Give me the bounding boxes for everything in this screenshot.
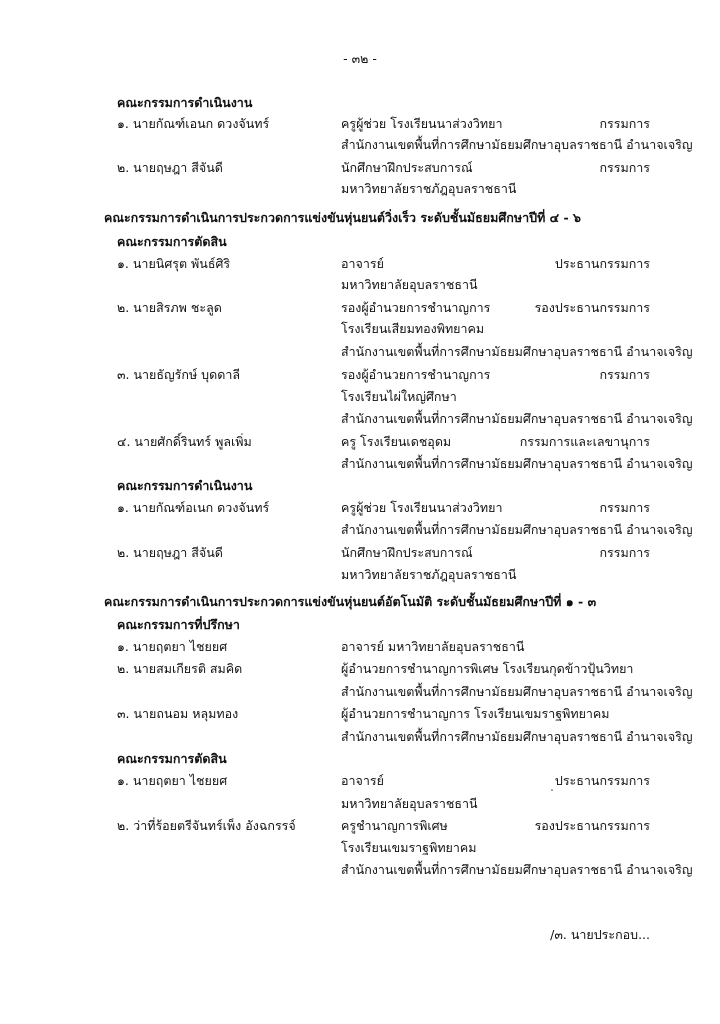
member-position: รองผู้อำนวยการชำนาญการ xyxy=(341,300,491,315)
member-role: ประธานกรรมการ xyxy=(554,773,650,788)
member-position: อาจารย์ มหาวิทยาลัยอุบลราชธานี xyxy=(341,639,525,654)
committee-title-ops: คณะกรรมการดำเนินงาน xyxy=(117,478,253,493)
member-affiliation: มหาวิทยาลัยราชภัฎอุบลราชธานี xyxy=(341,567,517,582)
member-affiliation: สำนักงานเขตพื้นที่การศึกษามัธยมศึกษาอุบลราชธานี อำนาจเจริญ xyxy=(341,684,693,699)
member-position: ผู้อำนวยการชำนาญการ โรงเรียนเขมราฐพิทยาคม xyxy=(341,706,610,721)
member-affiliation: สำนักงานเขตพื้นที่การศึกษามัธยมศึกษาอุบลราชธานี อำนาจเจริญ xyxy=(341,729,693,744)
member-name: ๑. นายกัณฑ์เอนก ดวงจันทร์ xyxy=(117,116,270,131)
member-role: กรรมการ xyxy=(599,116,650,131)
member-position: อาจารย์ xyxy=(341,256,384,271)
section-heading: คณะกรรมการดำเนินการประกวดการแข่งขันหุ่นยนต์วิ่งเร็ว ระดับชั้นมัธยมศึกษาปีที่ ๔ - ๖ xyxy=(104,210,581,225)
member-name: ๑. นายนิศรุต พันธ์ศิริ xyxy=(117,256,231,271)
member-school: โรงเรียนเขมราฐพิทยาคม xyxy=(341,840,477,855)
member-position: รองผู้อำนวยการชำนาญการ xyxy=(341,367,491,382)
member-role: รองประธานกรรมการ xyxy=(534,300,650,315)
member-affiliation: สำนักงานเขตพื้นที่การศึกษามัธยมศึกษาอุบลราชธานี อำนาจเจริญ xyxy=(341,137,693,152)
member-affiliation: สำนักงานเขตพื้นที่การศึกษามัธยมศึกษาอุบลราชธานี อำนาจเจริญ xyxy=(341,411,693,426)
member-role: กรรมการ xyxy=(599,545,650,560)
continuation-marker: /๓. นายประกอบ... xyxy=(550,927,650,942)
member-affiliation: มหาวิทยาลัยอุบลราชธานี xyxy=(341,796,478,811)
member-position: ครูผู้ช่วย โรงเรียนนาส่วงวิทยา xyxy=(341,500,503,515)
member-position: ครูผู้ช่วย โรงเรียนนาส่วงวิทยา xyxy=(341,116,503,131)
member-name: ๔. นายศักดิ์รินทร์ พูลเพิ่ม xyxy=(117,434,252,449)
page-number: - ๓๒ - xyxy=(343,51,377,66)
member-position: ผู้อำนวยการชำนาญการพิเศษ โรงเรียนกุดข้าวปุ้นวิทยา xyxy=(341,661,634,676)
member-name: ๒. นายสิรภพ ชะลูด xyxy=(117,300,222,315)
member-name: ๒. ว่าที่ร้อยตรีจันทร์เพ็ง อังฉกรรจ์ xyxy=(117,818,296,833)
member-name: ๑. นายฤตยา ไชยยศ xyxy=(117,639,228,654)
member-name: ๒. นายสมเกียรติ สมคิด xyxy=(117,661,243,676)
committee-title-advisors: คณะกรรมการที่ปรึกษา xyxy=(117,617,240,632)
section-heading: คณะกรรมการดำเนินการประกวดการแข่งขันหุ่นยนต์อัตโนมัติ ระดับชั้นมัธยมศึกษาปีที่ ๑ - ๓ xyxy=(104,594,597,609)
member-name: ๓. นายธัญรักษ์ บุดดาลี xyxy=(117,367,241,382)
member-name: ๒. นายฤษฎา สีจันดี xyxy=(117,160,223,175)
member-role: กรรมการและเลขานุการ xyxy=(519,434,650,449)
member-affiliation: สำนักงานเขตพื้นที่การศึกษามัธยมศึกษาอุบลราชธานี อำนาจเจริญ xyxy=(341,862,693,877)
member-role: กรรมการ xyxy=(599,367,650,382)
member-school: โรงเรียนเสียมทองพิทยาคม xyxy=(341,321,485,336)
committee-title-ops: คณะกรรมการดำเนินงาน xyxy=(117,95,253,110)
member-position: นักศึกษาฝึกประสบการณ์ xyxy=(341,160,473,175)
member-name: ๓. นายถนอม หลุมทอง xyxy=(117,706,239,721)
member-position: ครู โรงเรียนเดชอุดม xyxy=(341,434,452,449)
member-name: ๑. นายฤตยา ไชยยศ xyxy=(117,773,228,788)
member-role: กรรมการ xyxy=(599,160,650,175)
committee-title-judges: คณะกรรมการตัดสิน xyxy=(117,751,227,766)
member-position: นักศึกษาฝึกประสบการณ์ xyxy=(341,545,473,560)
member-name: ๑. นายกัณฑ์อเนก ดวงจันทร์ xyxy=(117,500,270,515)
member-role: กรรมการ xyxy=(599,500,650,515)
member-role: ประธานกรรมการ xyxy=(554,256,650,271)
member-affiliation: สำนักงานเขตพื้นที่การศึกษามัธยมศึกษาอุบลราชธานี อำนาจเจริญ xyxy=(341,456,693,471)
scan-speck xyxy=(551,789,553,791)
member-position: ครูชำนาญการพิเศษ xyxy=(341,818,448,833)
member-affiliation: สำนักงานเขตพื้นที่การศึกษามัธยมศึกษาอุบลราชธานี อำนาจเจริญ xyxy=(341,344,693,359)
member-affiliation: สำนักงานเขตพื้นที่การศึกษามัธยมศึกษาอุบลราชธานี อำนาจเจริญ xyxy=(341,522,693,537)
committee-title-judges: คณะกรรมการตัดสิน xyxy=(117,234,227,249)
member-affiliation: มหาวิทยาลัยอุบลราชธานี xyxy=(341,277,478,292)
member-affiliation: มหาวิทยาลัยราชภัฎอุบลราชธานี xyxy=(341,181,517,196)
member-name: ๒. นายฤษฎา สีจันดี xyxy=(117,545,223,560)
member-position: อาจารย์ xyxy=(341,773,384,788)
member-role: รองประธานกรรมการ xyxy=(534,818,650,833)
member-school: โรงเรียนไผ่ใหญ่ศึกษา xyxy=(341,389,457,404)
